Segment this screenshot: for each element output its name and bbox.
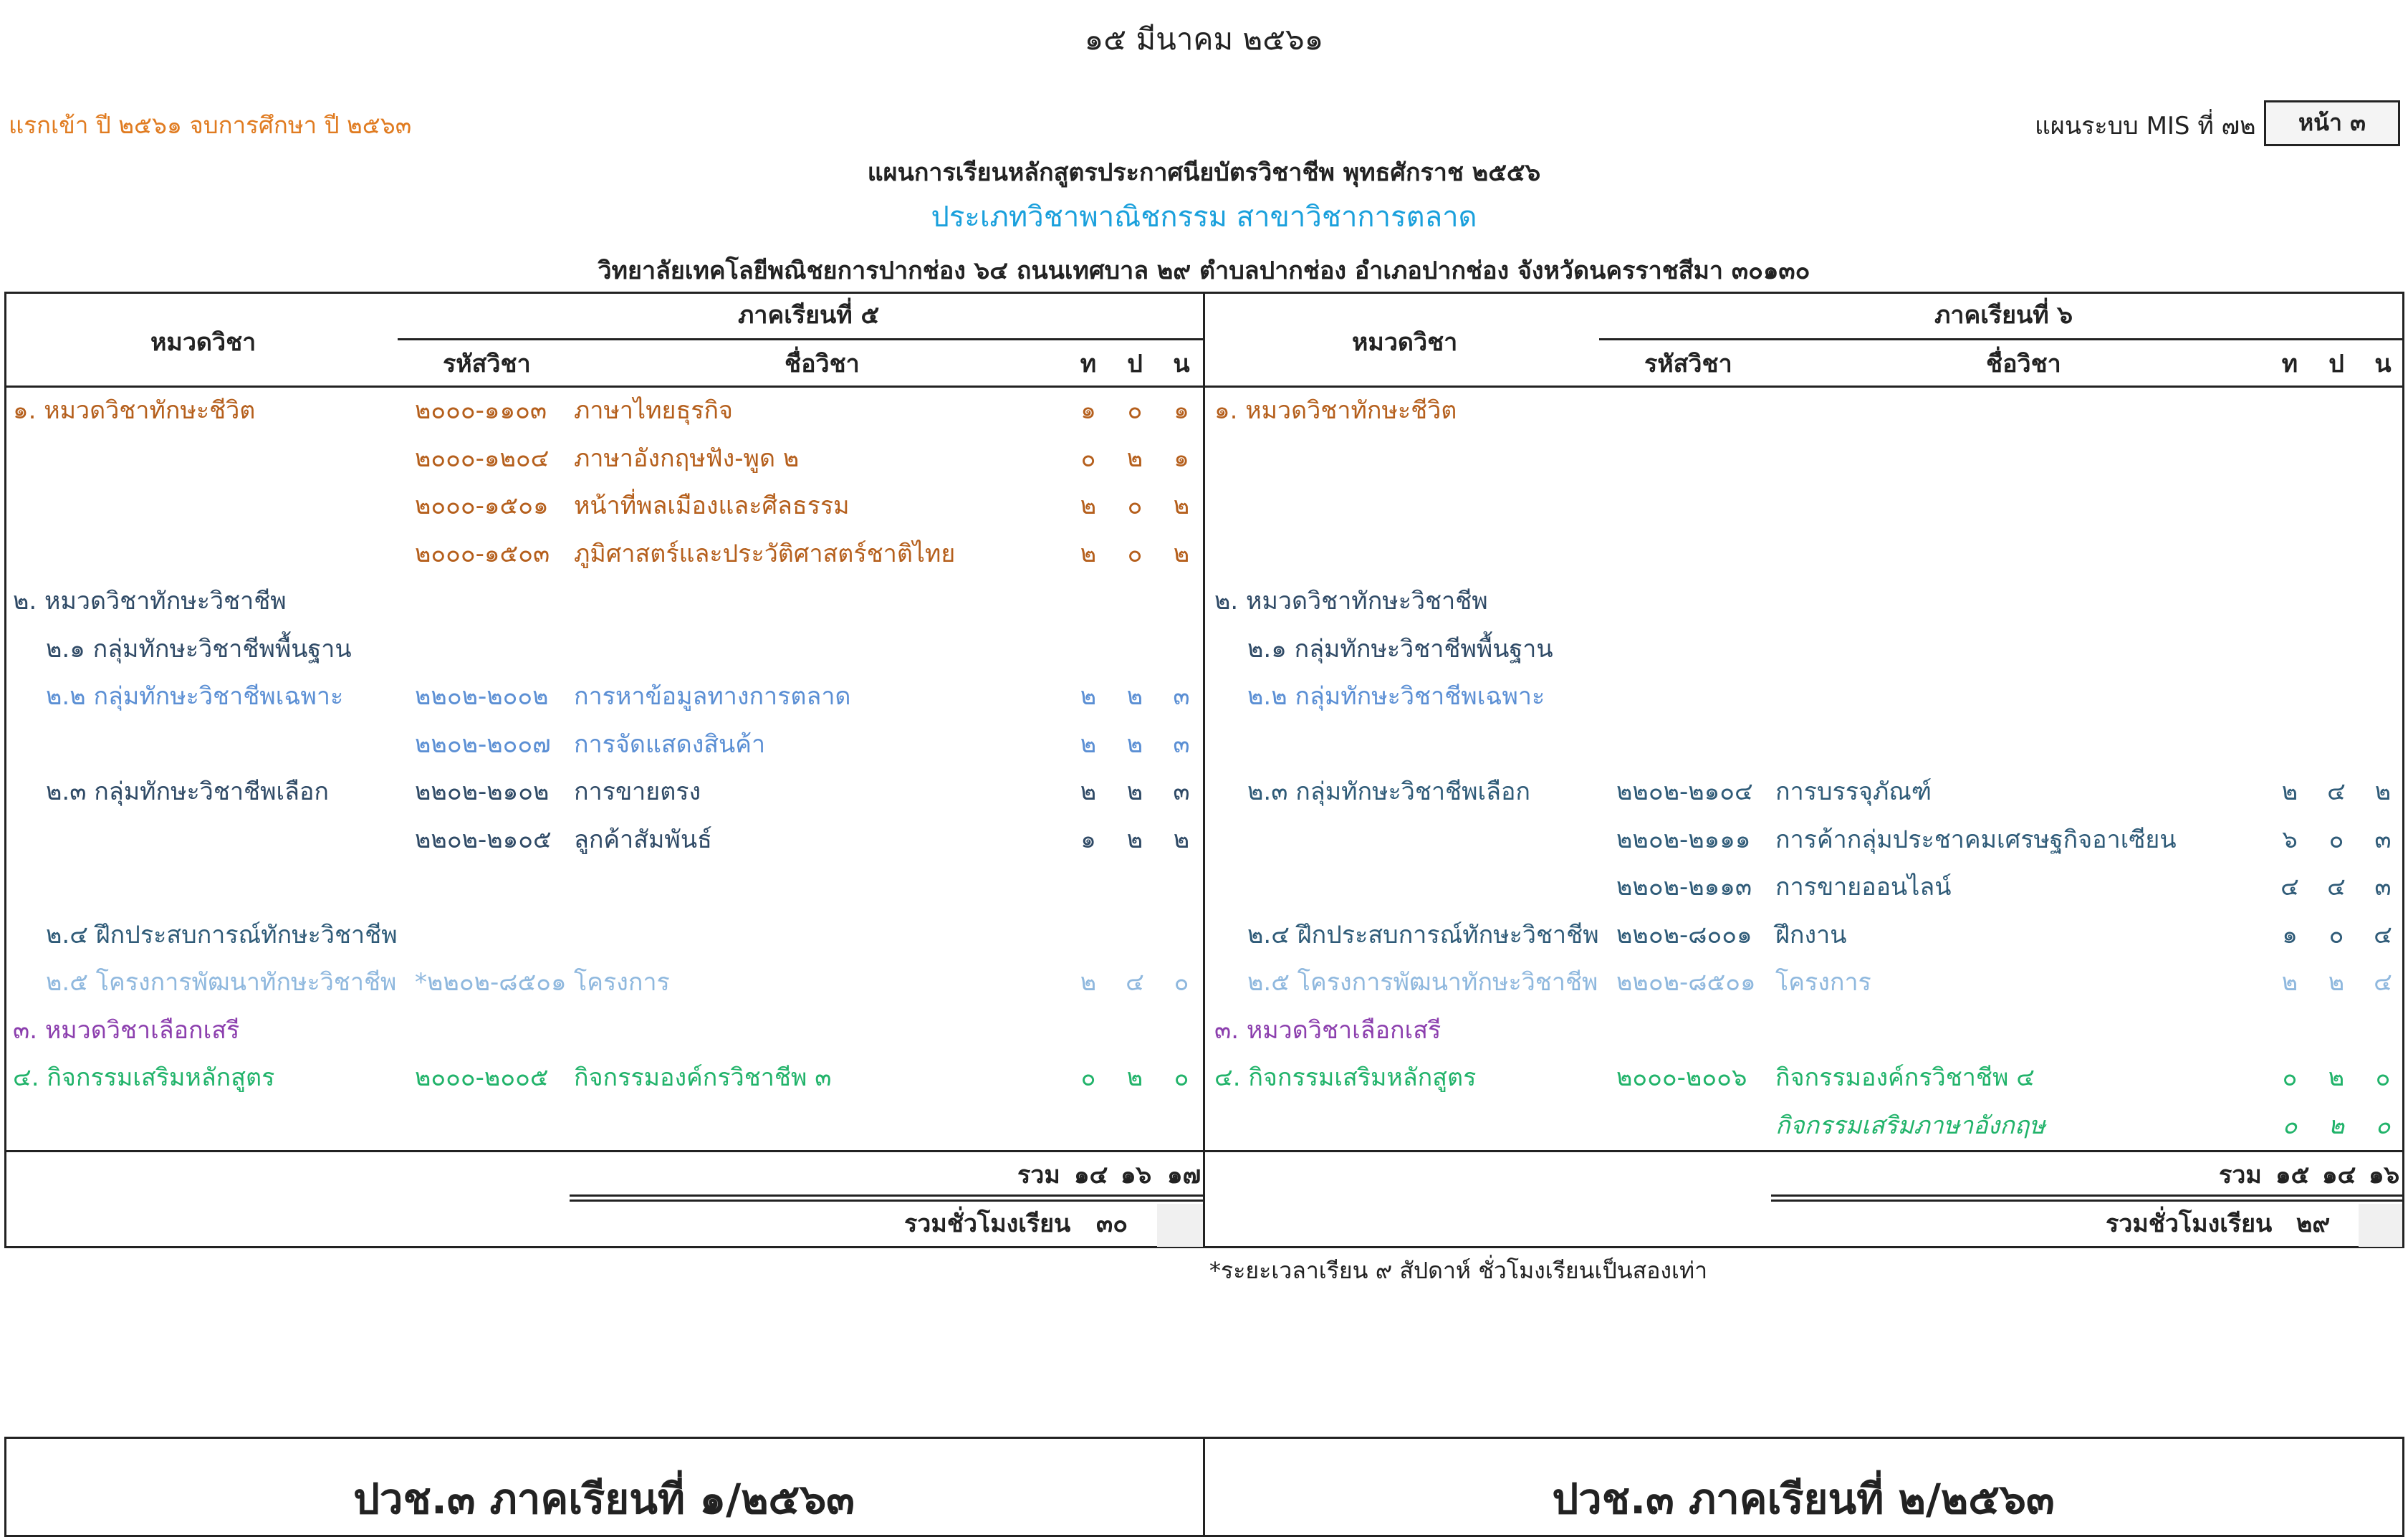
category-cell: ๒.๑ กลุ่มทักษะวิชาชีพพื้นฐาน: [46, 634, 352, 664]
credits: ๓: [1173, 777, 1190, 806]
category-cell: ๒.๒ กลุ่มทักษะวิชาชีพเฉพาะ: [1247, 682, 1545, 711]
theory-hours: ๒: [1080, 682, 1097, 711]
total-p-left: ๑๖: [1121, 1161, 1152, 1189]
practice-hours: ๒: [1126, 444, 1143, 473]
credits: ๒: [1173, 492, 1190, 520]
category-cell: ๒.๕ โครงการพัฒนาทักษะวิชาชีพ: [1247, 968, 1598, 997]
course-name: กิจกรรมองค์กรวิชาชีพ ๔: [1775, 1063, 2035, 1092]
category-header-right: หมวดวิชา: [1352, 328, 1458, 357]
credits: ๓: [2374, 873, 2392, 901]
course-name: การจัดแสดงสินค้า: [574, 729, 766, 759]
credits: ๐: [1174, 1063, 1189, 1092]
practice-hours: ๒: [1126, 1063, 1143, 1092]
practice-hours: ๐: [1127, 492, 1143, 520]
course-name: กิจกรรมเสริมภาษาอังกฤษ: [1775, 1111, 2045, 1140]
curriculum-title: แผนการเรียนหลักสูตรประกาศนียบัตรวิชาชีพ พุทธศักราช ๒๕๕๖: [867, 158, 1541, 187]
category-cell: ๔. กิจกรรมเสริมหลักสูตร: [13, 1063, 275, 1092]
category-cell: ๑. หมวดวิชาทักษะชีวิต: [1214, 396, 1457, 425]
course-code: ๒๒๐๒-๒๑๑๓: [1616, 873, 1752, 901]
practice-hours: ๔: [1126, 968, 1144, 997]
name-header-left: ชื่อวิชา: [785, 350, 860, 378]
p-header-left: ป: [1127, 350, 1143, 378]
total-double-line-left: [570, 1194, 1203, 1202]
credits: ๐: [2375, 1111, 2391, 1140]
practice-hours: ๔: [2327, 873, 2346, 901]
theory-hours: ๐: [2282, 1063, 2298, 1092]
course-code: ๒๐๐๐-๑๑๐๓: [415, 396, 547, 425]
theory-hours: ๐: [1080, 444, 1096, 473]
theory-hours: ๐: [1080, 1063, 1096, 1092]
hours-shade-right: [2359, 1204, 2402, 1247]
table-divider: [1203, 292, 1205, 1248]
practice-hours: ๒: [1126, 729, 1143, 759]
category-cell: ๓. หมวดวิชาเลือกเสรี: [13, 1015, 240, 1045]
practice-hours: ๐: [1127, 396, 1143, 425]
practice-hours: ๒: [1126, 682, 1143, 711]
mis-plan-number: แผนระบบ MIS ที่ ๗๒: [2035, 112, 2256, 140]
course-code: ๒๒๐๒-๒๐๐๒: [415, 682, 549, 711]
course-code: ๒๒๐๒-๘๕๐๑: [1616, 968, 1756, 997]
semester-title-left: ภาคเรียนที่ ๕: [738, 301, 880, 330]
hours-value-right: ๒๙: [2296, 1210, 2331, 1238]
credits: ๒: [1173, 825, 1190, 854]
name-header-right: ชื่อวิชา: [1986, 350, 2061, 378]
course-name: หน้าที่พลเมืองและศีลธรรม: [574, 492, 850, 520]
credits: ๒: [1173, 539, 1190, 568]
college-address: วิทยาลัยเทคโลยีพณิชยการปากช่อง ๖๔ ถนนเทศบาล ๒๙ ตำบลปากช่อง อำเภอปากช่อง จังหวัดนครราชสีมา ๓๐๑๓๐: [598, 257, 1810, 285]
curriculum-type: ประเภทวิชาพาณิชกรรม สาขาวิชาการตลาด: [931, 201, 1477, 234]
course-name: ภาษาอังกฤษฟัง-พูด ๒: [574, 444, 800, 473]
hours-label-left: รวมชั่วโมงเรียน: [904, 1210, 1071, 1238]
course-name: ภาษาไทยธุรกิจ: [574, 396, 733, 425]
theory-hours: ๒: [1080, 539, 1097, 568]
theory-hours: ๑: [1080, 396, 1096, 425]
credits: ๔: [2374, 920, 2392, 949]
category-cell: ๒. หมวดวิชาทักษะวิชาชีพ: [1214, 587, 1488, 616]
course-name: การหาข้อมูลทางการตลาด: [574, 682, 851, 711]
practice-hours: ๒: [2328, 968, 2345, 997]
credits: ๓: [1173, 682, 1190, 711]
semester-title-right: ภาคเรียนที่ ๖: [1934, 301, 2073, 330]
practice-hours: ๒: [1126, 825, 1143, 854]
header-subline-right: [1599, 338, 2404, 340]
category-cell: ๒.๔ ฝึกประสบการณ์ทักษะวิชาชีพ: [1247, 920, 1599, 949]
t-header-right: ท: [2281, 350, 2298, 378]
total-n-right: ๑๖: [2369, 1161, 2400, 1189]
practice-hours: ๔: [2327, 777, 2346, 806]
category-cell: ๑. หมวดวิชาทักษะชีวิต: [13, 396, 256, 425]
course-code: ๒๐๐๐-๒๐๐๕: [415, 1063, 549, 1092]
practice-hours: ๒: [2328, 1063, 2345, 1092]
credits: ๑: [1174, 444, 1189, 473]
theory-hours: ๒: [1080, 492, 1097, 520]
n-header-left: น: [1173, 350, 1190, 378]
practice-hours: ๐: [1127, 539, 1143, 568]
theory-hours: ๒: [1080, 968, 1097, 997]
total-p-right: ๑๔: [2322, 1161, 2356, 1189]
category-header-left: หมวดวิชา: [150, 328, 256, 357]
course-code: ๒๒๐๒-๒๑๑๑: [1616, 825, 1751, 854]
practice-hours: ๒: [1126, 777, 1143, 806]
course-code: ๒๒๐๒-๒๑๐๒: [415, 777, 550, 806]
credits: ๓: [2374, 825, 2392, 854]
course-name: โครงการ: [574, 968, 670, 997]
credits: ๐: [1174, 968, 1189, 997]
course-code: ๒๒๐๒-๘๐๐๑: [1616, 920, 1752, 949]
category-cell: ๒.๒ กลุ่มทักษะวิชาชีพเฉพาะ: [46, 682, 344, 711]
term-label-right: ปวช.๓ ภาคเรียนที่ ๒/๒๕๖๓: [1552, 1475, 2055, 1523]
category-cell: ๓. หมวดวิชาเลือกเสรี: [1214, 1015, 1442, 1045]
total-t-right: ๑๕: [2275, 1161, 2310, 1189]
n-header-right: น: [2374, 350, 2392, 378]
credits: ๔: [2374, 968, 2392, 997]
theory-hours: ๑: [1080, 825, 1096, 854]
course-name: ภูมิศาสตร์และประวัติศาสตร์ชาติไทย: [574, 539, 956, 568]
practice-hours: ๐: [2328, 920, 2344, 949]
category-cell: ๒.๓ กลุ่มทักษะวิชาชีพเลือก: [1247, 777, 1530, 806]
page-number-box: หน้า ๓: [2264, 100, 2400, 146]
category-cell: ๒.๕ โครงการพัฒนาทักษะวิชาชีพ: [46, 968, 397, 997]
credits: ๐: [2375, 1063, 2391, 1092]
course-name: การขายออนไลน์: [1775, 873, 1952, 901]
course-code: ๒๐๐๐-๑๕๐๓: [415, 539, 550, 568]
category-cell: ๒.๔ ฝึกประสบการณ์ทักษะวิชาชีพ: [46, 920, 398, 949]
header-bottom-line: [4, 386, 2404, 388]
total-label-left: รวม: [1017, 1161, 1060, 1189]
theory-hours: ๒: [1080, 777, 1097, 806]
code-header-left: รหัสวิชา: [443, 350, 531, 378]
course-code: *๒๒๐๒-๘๕๐๑: [415, 968, 567, 997]
total-double-line-right: [1771, 1194, 2404, 1202]
theory-hours: ๐: [2282, 1111, 2298, 1140]
course-name: ฝึกงาน: [1775, 920, 1847, 949]
course-code: ๒๒๐๒-๒๑๐๔: [1616, 777, 1753, 806]
course-code: ๒๐๐๐-๑๕๐๑: [415, 492, 549, 520]
category-cell: ๒. หมวดวิชาทักษะวิชาชีพ: [13, 587, 287, 616]
intake-year: แรกเข้า ปี ๒๕๖๑ จบการศึกษา ปี ๒๕๖๓: [9, 111, 412, 139]
t-header-left: ท: [1080, 350, 1097, 378]
course-code: ๒๒๐๒-๒๐๐๗: [415, 729, 551, 759]
hours-shade-left: [1157, 1204, 1203, 1247]
footnote: *ระยะเวลาเรียน ๙ สัปดาห์ ชั่วโมงเรียนเป็นสองเท่า: [1209, 1257, 1708, 1284]
total-label-right: รวม: [2219, 1161, 2262, 1189]
course-name: โครงการ: [1775, 968, 1871, 997]
total-t-left: ๑๔: [1074, 1161, 1108, 1189]
course-name: ลูกค้าสัมพันธ์: [574, 825, 712, 854]
total-top-line: [4, 1150, 2404, 1152]
credits: ๓: [1173, 729, 1190, 759]
header-subline-left: [398, 338, 1203, 340]
theory-hours: ๒: [1080, 729, 1097, 759]
category-cell: ๔. กิจกรรมเสริมหลักสูตร: [1214, 1063, 1477, 1092]
code-header-right: รหัสวิชา: [1644, 350, 1732, 378]
theory-hours: ๒: [2281, 777, 2298, 806]
course-code: ๒๐๐๐-๑๒๐๔: [415, 444, 550, 473]
theory-hours: ๒: [2281, 968, 2298, 997]
hours-value-left: ๓๐: [1096, 1210, 1128, 1238]
course-name: การบรรจุภัณฑ์: [1775, 777, 1932, 806]
practice-hours: ๒: [2328, 1111, 2345, 1140]
course-code: ๒๐๐๐-๒๐๐๖: [1616, 1063, 1747, 1092]
credits: ๒: [2374, 777, 2392, 806]
category-cell: ๒.๑ กลุ่มทักษะวิชาชีพพื้นฐาน: [1247, 634, 1553, 664]
theory-hours: ๑: [2282, 920, 2298, 949]
term-label-left: ปวช.๓ ภาคเรียนที่ ๑/๒๕๖๓: [353, 1475, 855, 1523]
theory-hours: ๔: [2280, 873, 2299, 901]
total-n-left: ๑๗: [1167, 1161, 1201, 1189]
course-name: การค้ากลุ่มประชาคมเศรษฐกิจอาเซียน: [1775, 825, 2177, 854]
credits: ๑: [1174, 396, 1189, 425]
document-date: ๑๕ มีนาคม ๒๕๖๑: [1084, 21, 1324, 57]
p-header-right: ป: [2328, 350, 2344, 378]
theory-hours: ๖: [2282, 825, 2298, 854]
hours-label-right: รวมชั่วโมงเรียน: [2106, 1210, 2273, 1238]
course-name: กิจกรรมองค์กรวิชาชีพ ๓: [574, 1063, 832, 1092]
course-name: การขายตรง: [574, 777, 701, 806]
course-code: ๒๒๐๒-๒๑๐๕: [415, 825, 552, 854]
practice-hours: ๐: [2328, 825, 2344, 854]
category-cell: ๒.๓ กลุ่มทักษะวิชาชีพเลือก: [46, 777, 329, 806]
